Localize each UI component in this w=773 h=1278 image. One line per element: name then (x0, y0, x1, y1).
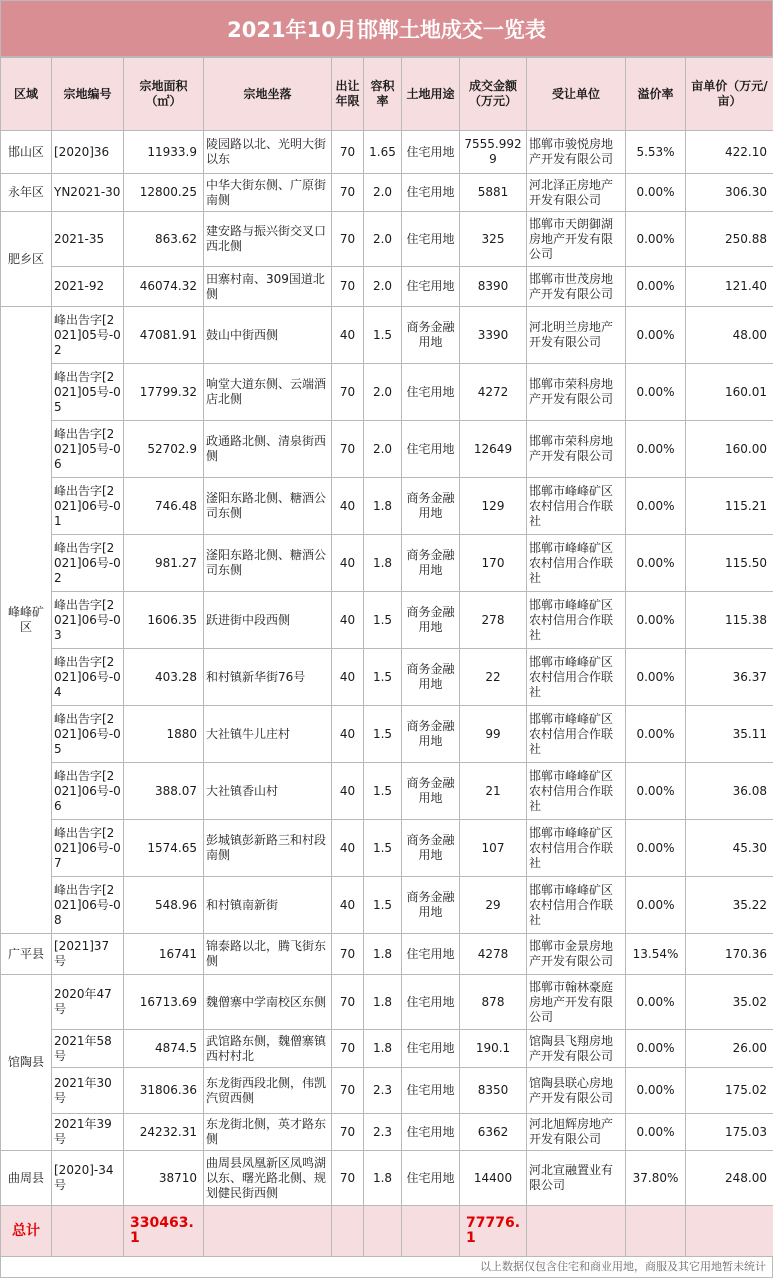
use-cell: 商务金融用地 (402, 877, 460, 934)
amount-cell: 22 (460, 649, 527, 706)
amount-cell: 7555.9929 (460, 131, 527, 174)
term-cell: 40 (332, 820, 364, 877)
col-header-region: 区域 (1, 58, 52, 131)
location-cell: 跃进街中段西侧 (204, 592, 332, 649)
total-diagonal-cell (332, 1206, 364, 1257)
col-header-use: 土地用途 (402, 58, 460, 131)
amount-cell: 190.1 (460, 1030, 527, 1068)
location-cell: 田寨村南、309国道北侧 (204, 267, 332, 307)
total-area: 330463.1 (124, 1206, 204, 1257)
unit-price-cell: 248.00 (686, 1151, 773, 1206)
col-header-term: 出让年限 (332, 58, 364, 131)
buyer-cell: 河北旭辉房地产开发有限公司 (527, 1114, 626, 1151)
total-label: 总计 (1, 1206, 52, 1257)
use-cell: 住宅用地 (402, 131, 460, 174)
unit-price-cell: 115.38 (686, 592, 773, 649)
use-cell: 住宅用地 (402, 934, 460, 975)
table-row (1, 820, 773, 877)
table-row (1, 307, 773, 364)
term-cell: 70 (332, 131, 364, 174)
total-diagonal-cell (402, 1206, 460, 1257)
location-cell: 魏僧寨中学南校区东侧 (204, 975, 332, 1030)
term-cell: 70 (332, 975, 364, 1030)
col-header-parcel-no: 宗地编号 (52, 58, 124, 131)
use-cell: 商务金融用地 (402, 820, 460, 877)
area-cell: 17799.32 (124, 364, 204, 421)
term-cell: 70 (332, 364, 364, 421)
buyer-cell: 邯郸市峰峰矿区农村信用合作联社 (527, 592, 626, 649)
amount-cell: 129 (460, 478, 527, 535)
table-row (1, 1151, 773, 1206)
unit-price-cell: 160.00 (686, 421, 773, 478)
unit-price-cell: 26.00 (686, 1030, 773, 1068)
area-cell: 24232.31 (124, 1114, 204, 1151)
use-cell: 商务金融用地 (402, 763, 460, 820)
buyer-cell: 邯郸市天朗御湖房地产开发有限公司 (527, 212, 626, 267)
header-row (1, 58, 773, 131)
far-cell: 1.8 (364, 934, 402, 975)
unit-price-cell: 48.00 (686, 307, 773, 364)
table-row (1, 706, 773, 763)
unit-price-cell: 35.22 (686, 877, 773, 934)
table-row (1, 174, 773, 212)
parcel-no-cell: 峰出告字[2021]06号-02 (52, 535, 124, 592)
location-cell: 滏阳东路北侧、糖酒公司东侧 (204, 535, 332, 592)
term-cell: 40 (332, 877, 364, 934)
table-row (1, 877, 773, 934)
amount-cell: 5881 (460, 174, 527, 212)
far-cell: 2.0 (364, 364, 402, 421)
buyer-cell: 河北明兰房地产开发有限公司 (527, 307, 626, 364)
amount-cell: 4278 (460, 934, 527, 975)
premium-cell: 0.00% (626, 763, 686, 820)
parcel-no-cell: [2020]-34号 (52, 1151, 124, 1206)
premium-cell: 0.00% (626, 820, 686, 877)
total-row (1, 1206, 773, 1257)
parcel-no-cell: 2021-35 (52, 212, 124, 267)
parcel-no-cell: 2020年47号 (52, 975, 124, 1030)
parcel-no-cell: 2021年30号 (52, 1068, 124, 1114)
use-cell: 住宅用地 (402, 1114, 460, 1151)
premium-cell: 0.00% (626, 307, 686, 364)
location-cell: 东龙街西段北侧，伟凯汽贸西侧 (204, 1068, 332, 1114)
premium-cell: 0.00% (626, 535, 686, 592)
premium-cell: 0.00% (626, 706, 686, 763)
term-cell: 70 (332, 1114, 364, 1151)
area-cell: 47081.91 (124, 307, 204, 364)
term-cell: 40 (332, 763, 364, 820)
premium-cell: 0.00% (626, 1068, 686, 1114)
amount-cell: 878 (460, 975, 527, 1030)
location-cell: 中华大街东侧、广原街南侧 (204, 174, 332, 212)
amount-cell: 278 (460, 592, 527, 649)
total-diagonal-cell (364, 1206, 402, 1257)
far-cell: 1.8 (364, 1151, 402, 1206)
location-cell: 彭城镇彭新路三和村段南侧 (204, 820, 332, 877)
parcel-no-cell: [2020]36 (52, 131, 124, 174)
table-row (1, 975, 773, 1030)
buyer-cell: 邯郸市骏悦房地产开发有限公司 (527, 131, 626, 174)
term-cell: 70 (332, 934, 364, 975)
area-cell: 4874.5 (124, 1030, 204, 1068)
premium-cell: 5.53% (626, 131, 686, 174)
use-cell: 住宅用地 (402, 1068, 460, 1114)
land-transactions-table (0, 57, 773, 1257)
unit-price-cell: 35.11 (686, 706, 773, 763)
region-cell: 广平县 (1, 934, 52, 975)
use-cell: 商务金融用地 (402, 592, 460, 649)
table-row (1, 1030, 773, 1068)
table-row (1, 934, 773, 975)
unit-price-cell: 422.10 (686, 131, 773, 174)
term-cell: 70 (332, 174, 364, 212)
parcel-no-cell: [2021]37号 (52, 934, 124, 975)
buyer-cell: 邯郸市峰峰矿区农村信用合作联社 (527, 877, 626, 934)
area-cell: 388.07 (124, 763, 204, 820)
unit-price-cell: 170.36 (686, 934, 773, 975)
far-cell: 2.0 (364, 212, 402, 267)
far-cell: 2.0 (364, 267, 402, 307)
parcel-no-cell: 峰出告字[2021]06号-05 (52, 706, 124, 763)
far-cell: 1.8 (364, 478, 402, 535)
premium-cell: 0.00% (626, 649, 686, 706)
footnote: 以上数据仅包含住宅和商业用地，商服及其它用地暂未统计 (0, 1257, 773, 1278)
term-cell: 70 (332, 212, 364, 267)
term-cell: 40 (332, 307, 364, 364)
buyer-cell: 河北宣融置业有限公司 (527, 1151, 626, 1206)
table-row (1, 131, 773, 174)
far-cell: 2.3 (364, 1114, 402, 1151)
amount-cell: 8350 (460, 1068, 527, 1114)
buyer-cell: 邯郸市荣科房地产开发有限公司 (527, 364, 626, 421)
area-cell: 1880 (124, 706, 204, 763)
parcel-no-cell: 峰出告字[2021]05号-05 (52, 364, 124, 421)
use-cell: 商务金融用地 (402, 649, 460, 706)
use-cell: 商务金融用地 (402, 535, 460, 592)
premium-cell: 13.54% (626, 934, 686, 975)
far-cell: 1.5 (364, 592, 402, 649)
parcel-no-cell: 峰出告字[2021]06号-04 (52, 649, 124, 706)
unit-price-cell: 35.02 (686, 975, 773, 1030)
col-header-location: 宗地坐落 (204, 58, 332, 131)
unit-price-cell: 175.02 (686, 1068, 773, 1114)
premium-cell: 0.00% (626, 1030, 686, 1068)
buyer-cell: 邯郸市峰峰矿区农村信用合作联社 (527, 706, 626, 763)
unit-price-cell: 115.21 (686, 478, 773, 535)
premium-cell: 0.00% (626, 212, 686, 267)
area-cell: 12800.25 (124, 174, 204, 212)
term-cell: 70 (332, 1151, 364, 1206)
use-cell: 住宅用地 (402, 1030, 460, 1068)
location-cell: 建安路与振兴街交叉口西北侧 (204, 212, 332, 267)
premium-cell: 0.00% (626, 877, 686, 934)
table-row (1, 535, 773, 592)
unit-price-cell: 121.40 (686, 267, 773, 307)
area-cell: 1606.35 (124, 592, 204, 649)
location-cell: 响堂大道东侧、云端酒店北侧 (204, 364, 332, 421)
unit-price-cell: 175.03 (686, 1114, 773, 1151)
unit-price-cell: 45.30 (686, 820, 773, 877)
unit-price-cell: 36.08 (686, 763, 773, 820)
col-header-premium: 溢价率 (626, 58, 686, 131)
region-cell: 肥乡区 (1, 212, 52, 307)
location-cell: 陵园路以北、光明大街以东 (204, 131, 332, 174)
use-cell: 商务金融用地 (402, 478, 460, 535)
location-cell: 政通路北侧、清泉街西侧 (204, 421, 332, 478)
parcel-no-cell: 峰出告字[2021]06号-08 (52, 877, 124, 934)
use-cell: 商务金融用地 (402, 307, 460, 364)
total-diagonal-cell (626, 1206, 686, 1257)
premium-cell: 0.00% (626, 592, 686, 649)
far-cell: 1.65 (364, 131, 402, 174)
col-header-buyer: 受让单位 (527, 58, 626, 131)
location-cell: 武馆路东侧，魏僧寨镇西村村北 (204, 1030, 332, 1068)
term-cell: 70 (332, 267, 364, 307)
premium-cell: 0.00% (626, 267, 686, 307)
buyer-cell: 邯郸市金景房地产开发有限公司 (527, 934, 626, 975)
premium-cell: 0.00% (626, 364, 686, 421)
parcel-no-cell: 2021年39号 (52, 1114, 124, 1151)
area-cell: 403.28 (124, 649, 204, 706)
area-cell: 46074.32 (124, 267, 204, 307)
far-cell: 1.5 (364, 877, 402, 934)
far-cell: 1.8 (364, 1030, 402, 1068)
area-cell: 38710 (124, 1151, 204, 1206)
far-cell: 1.8 (364, 975, 402, 1030)
buyer-cell: 邯郸市世茂房地产开发有限公司 (527, 267, 626, 307)
amount-cell: 3390 (460, 307, 527, 364)
total-amount: 77776.1 (460, 1206, 527, 1257)
total-diagonal-cell (527, 1206, 626, 1257)
buyer-cell: 馆陶县飞翔房地产开发有限公司 (527, 1030, 626, 1068)
unit-price-cell: 306.30 (686, 174, 773, 212)
unit-price-cell: 250.88 (686, 212, 773, 267)
table-row (1, 763, 773, 820)
unit-price-cell: 115.50 (686, 535, 773, 592)
area-cell: 746.48 (124, 478, 204, 535)
buyer-cell: 邯郸市荣科房地产开发有限公司 (527, 421, 626, 478)
area-cell: 31806.36 (124, 1068, 204, 1114)
table-row (1, 1114, 773, 1151)
col-header-far: 容积率 (364, 58, 402, 131)
buyer-cell: 邯郸市翰林豪庭房地产开发有限公司 (527, 975, 626, 1030)
buyer-cell: 馆陶县联心房地产开发有限公司 (527, 1068, 626, 1114)
amount-cell: 6362 (460, 1114, 527, 1151)
far-cell: 2.3 (364, 1068, 402, 1114)
location-cell: 锦泰路以北，腾飞街东侧 (204, 934, 332, 975)
term-cell: 40 (332, 706, 364, 763)
region-cell: 永年区 (1, 174, 52, 212)
use-cell: 住宅用地 (402, 421, 460, 478)
location-cell: 曲周县凤凰新区凤鸣湖以东、曙光路北侧、规划健民街西侧 (204, 1151, 332, 1206)
far-cell: 1.5 (364, 307, 402, 364)
far-cell: 1.8 (364, 535, 402, 592)
amount-cell: 12649 (460, 421, 527, 478)
location-cell: 东龙街北侧，英才路东侧 (204, 1114, 332, 1151)
term-cell: 70 (332, 1068, 364, 1114)
parcel-no-cell: 峰出告字[2021]06号-03 (52, 592, 124, 649)
use-cell: 住宅用地 (402, 364, 460, 421)
total-diagonal-cell (52, 1206, 124, 1257)
parcel-no-cell: 峰出告字[2021]06号-01 (52, 478, 124, 535)
unit-price-cell: 36.37 (686, 649, 773, 706)
table-row (1, 478, 773, 535)
buyer-cell: 邯郸市峰峰矿区农村信用合作联社 (527, 820, 626, 877)
area-cell: 16741 (124, 934, 204, 975)
unit-price-cell: 160.01 (686, 364, 773, 421)
amount-cell: 170 (460, 535, 527, 592)
col-header-area: 宗地面积（㎡） (124, 58, 204, 131)
area-cell: 863.62 (124, 212, 204, 267)
table-row (1, 267, 773, 307)
term-cell: 40 (332, 592, 364, 649)
buyer-cell: 邯郸市峰峰矿区农村信用合作联社 (527, 535, 626, 592)
parcel-no-cell: 峰出告字[2021]06号-07 (52, 820, 124, 877)
premium-cell: 0.00% (626, 1114, 686, 1151)
premium-cell: 37.80% (626, 1151, 686, 1206)
use-cell: 住宅用地 (402, 975, 460, 1030)
buyer-cell: 河北泽正房地产开发有限公司 (527, 174, 626, 212)
amount-cell: 4272 (460, 364, 527, 421)
term-cell: 70 (332, 1030, 364, 1068)
location-cell: 滏阳东路北侧、糖酒公司东侧 (204, 478, 332, 535)
amount-cell: 99 (460, 706, 527, 763)
far-cell: 1.5 (364, 763, 402, 820)
term-cell: 70 (332, 421, 364, 478)
location-cell: 大社镇香山村 (204, 763, 332, 820)
use-cell: 商务金融用地 (402, 706, 460, 763)
amount-cell: 21 (460, 763, 527, 820)
premium-cell: 0.00% (626, 421, 686, 478)
area-cell: 981.27 (124, 535, 204, 592)
far-cell: 2.0 (364, 174, 402, 212)
region-cell: 曲周县 (1, 1151, 52, 1206)
table-title: 2021年10月邯郸土地成交一览表 (0, 0, 773, 57)
term-cell: 40 (332, 478, 364, 535)
location-cell: 鼓山中街西侧 (204, 307, 332, 364)
parcel-no-cell: 2021-92 (52, 267, 124, 307)
amount-cell: 8390 (460, 267, 527, 307)
area-cell: 548.96 (124, 877, 204, 934)
use-cell: 住宅用地 (402, 174, 460, 212)
location-cell: 和村镇新华街76号 (204, 649, 332, 706)
region-cell: 峰峰矿区 (1, 307, 52, 934)
parcel-no-cell: 峰出告字[2021]05号-02 (52, 307, 124, 364)
premium-cell: 0.00% (626, 478, 686, 535)
term-cell: 40 (332, 649, 364, 706)
use-cell: 住宅用地 (402, 1151, 460, 1206)
region-cell: 馆陶县 (1, 975, 52, 1151)
location-cell: 和村镇南新街 (204, 877, 332, 934)
parcel-no-cell: 2021年58号 (52, 1030, 124, 1068)
table-row (1, 1068, 773, 1114)
buyer-cell: 邯郸市峰峰矿区农村信用合作联社 (527, 478, 626, 535)
parcel-no-cell: 峰出告字[2021]05号-06 (52, 421, 124, 478)
parcel-no-cell: 峰出告字[2021]06号-06 (52, 763, 124, 820)
buyer-cell: 邯郸市峰峰矿区农村信用合作联社 (527, 763, 626, 820)
far-cell: 1.5 (364, 706, 402, 763)
table-row (1, 421, 773, 478)
use-cell: 住宅用地 (402, 267, 460, 307)
far-cell: 1.5 (364, 820, 402, 877)
amount-cell: 14400 (460, 1151, 527, 1206)
col-header-unit-price: 亩单价（万元/亩） (686, 58, 773, 131)
region-cell: 邯山区 (1, 131, 52, 174)
parcel-no-cell: YN2021-30 (52, 174, 124, 212)
amount-cell: 29 (460, 877, 527, 934)
total-diagonal-cell (686, 1206, 773, 1257)
table-row (1, 212, 773, 267)
premium-cell: 0.00% (626, 174, 686, 212)
table-row (1, 592, 773, 649)
premium-cell: 0.00% (626, 975, 686, 1030)
term-cell: 40 (332, 535, 364, 592)
amount-cell: 325 (460, 212, 527, 267)
area-cell: 1574.65 (124, 820, 204, 877)
far-cell: 2.0 (364, 421, 402, 478)
area-cell: 16713.69 (124, 975, 204, 1030)
location-cell: 大社镇牛儿庄村 (204, 706, 332, 763)
table-row (1, 649, 773, 706)
total-diagonal-cell (204, 1206, 332, 1257)
far-cell: 1.5 (364, 649, 402, 706)
col-header-amount: 成交金额（万元） (460, 58, 527, 131)
use-cell: 住宅用地 (402, 212, 460, 267)
area-cell: 11933.9 (124, 131, 204, 174)
buyer-cell: 邯郸市峰峰矿区农村信用合作联社 (527, 649, 626, 706)
amount-cell: 107 (460, 820, 527, 877)
area-cell: 52702.9 (124, 421, 204, 478)
table-row (1, 364, 773, 421)
